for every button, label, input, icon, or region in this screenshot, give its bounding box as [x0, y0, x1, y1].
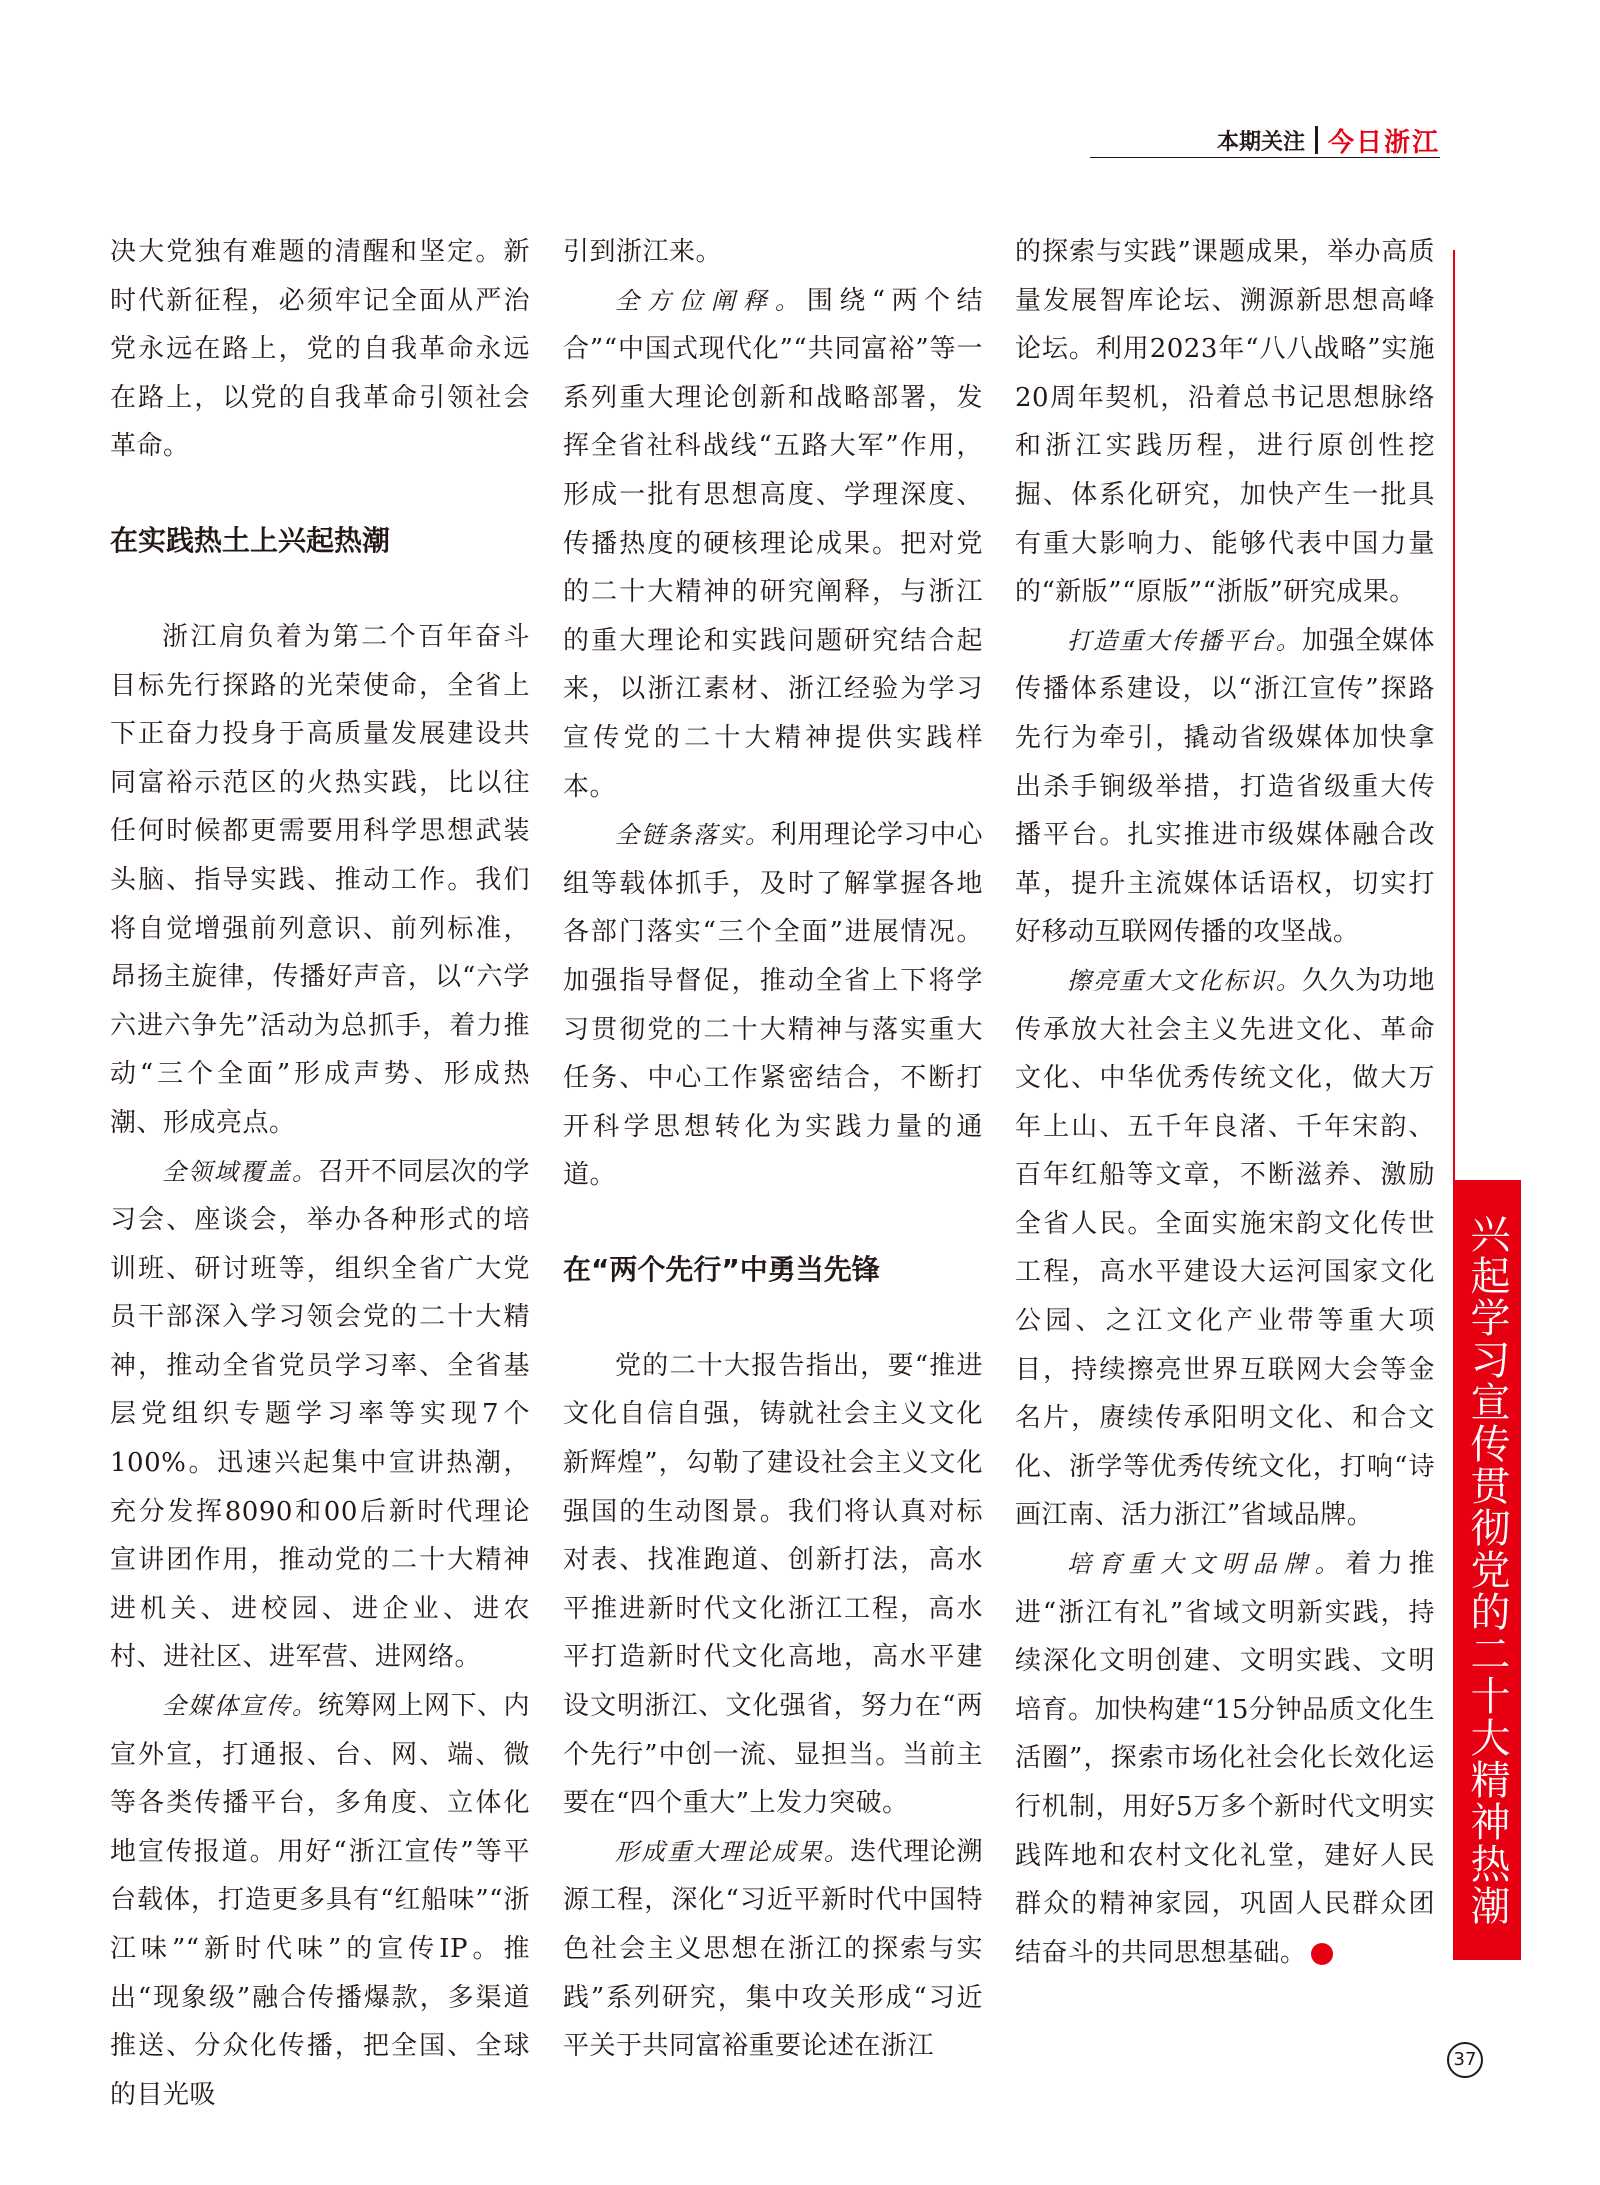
paragraph: 引到浙江来。 [563, 237, 723, 267]
side-banner [1453, 1180, 1521, 1960]
paragraph-body: 加强全媒体传播体系建设，以“浙江宣传”探路先行为牵引，撬动省级媒体加快拿出杀手锏级举措，打造省级重大传播平台。扎实推进市级媒体融合改革，提升主流媒体话语权，切实打好移动互联网传播的攻坚战。 [1015, 625, 1435, 948]
paragraph: 的探索与实践”课题成果，举办高质量发展智库论坛、溯源新思想高峰论坛。利用2023年“八八战略”实施20周年契机，沿着总书记思想脉络和浙江实践历程，进行原创性挖掘、体系化研究，加快产生一批具有重大影响力、能够代表中国力量的“新版”“原版”“浙版”研究成果。 [1015, 237, 1435, 608]
paragraph-lead: 全方位阐释。 [615, 286, 807, 315]
end-mark-icon: 今 [1311, 1943, 1333, 1965]
header-rule [1090, 157, 1440, 158]
brand-logo: 今日浙江 [1327, 127, 1440, 158]
header-divider [1315, 126, 1318, 154]
paragraph-lead: 培育重大文明品牌。 [1067, 1550, 1346, 1579]
paragraph [110, 1148, 530, 1683]
paragraph-body: 着力推进“浙江有礼”省域文明新实践，持续深化文明创建、文明实践、文明培育。加快构建“15分钟品质文化生活圈”，探索市场化社会化长效化运行机制，用好5万多个新时代文明实践阵地和农村文化礼堂，建好人民群众的精神家园，巩固人民群众团结奋斗的共同思想基础。 [1015, 1549, 1435, 1968]
paragraph: 浙江肩负着为第二个百年奋斗目标先行探路的光荣使命，全省上下正奋力投身于高质量发展建设共同富裕示范区的火热实践，比以往任何时候都更需要用科学思想武装头脑、指导实践、推动工作。我们将自觉增强前列意识、前列标准，昂扬主旋律，传播好声音，以“六学六进六争先”活动为总抓手，着力推动“三个全面”形成声势、形成热潮、形成亮点。 [110, 621, 530, 1138]
paragraph-body: 召开不同层次的学习会、座谈会，举办各种形式的培训班、研讨班等，组织全省广大党员干部深入学习领会党的二十大精神，推动全省党员学习率、全省基层党组织专题学习率等实现7个100%。迅速兴起集中宣讲热潮，充分发挥8090和00后新时代理论宣讲团作用，推动党的二十大精神进机关、进校园、进企业、进农村、进社区、进军营、进网络。 [110, 1156, 531, 1673]
paragraph-body: 统筹网上网下、内宣外宣，打通报、台、网、端、微等各类传播平台，多角度、立体化地宣传报道。用好“浙江宣传”等平台载体，打造更多具有“红船味”“浙江味”“新时代味”的宣传IP。推出“现象级”融合传播爆款，多渠道推送、分众化传播，把全国、全球的目光吸 [110, 1691, 531, 2110]
paragraph-body: 迭代理论溯源工程，深化“习近平新时代中国特色社会主义思想在浙江的探索与实践”系列研究，集中攻关形成“习近平关于共同富裕重要论述在浙江 [563, 1836, 983, 2062]
article-column-3 [1015, 228, 1435, 1977]
paragraph [1015, 617, 1435, 957]
article-column-1 [110, 228, 530, 2119]
page-header [1217, 120, 1440, 160]
paragraph-body: 利用理论学习中心组等载体抓手，及时了解掌握各地各部门落实“三个全面”进展情况。加强指导督促，推动全省上下将学习贯彻党的二十大精神与落实重大任务、中心工作紧密结合，不断打开科学思想转化为实践力量的通道。 [563, 820, 984, 1191]
paragraph-body: 围绕“两个结合”“中国式现代化”“共同富裕”等一系列重大理论创新和战略部署，发挥全省社科战线“五路大军”作用，形成一批有思想高度、学理深度、传播热度的硬核理论成果。把对党的二十大精神的研究阐释，与浙江的重大理论和实践问题研究结合起来，以浙江素材、浙江经验为学习宣传党的二十大精神提供实践样本。 [563, 285, 984, 802]
paragraph: 决大党独有难题的清醒和坚定。新时代新征程，必须牢记全面从严治党永远在路上，党的自我革命永远在路上，以党的自我革命引领社会革命。 [110, 237, 530, 462]
section-label: 本期关注 [1216, 129, 1305, 155]
paragraph [563, 1828, 983, 2071]
paragraph-lead: 形成重大理论成果。 [615, 1837, 851, 1866]
side-accent-line [1453, 250, 1455, 1180]
paragraph-lead: 全媒体宣传。 [162, 1692, 318, 1721]
paragraph [563, 811, 983, 1200]
paragraph-lead: 打造重大传播平台。 [1067, 626, 1303, 655]
paragraph-lead: 擦亮重大文化标识。 [1067, 966, 1303, 995]
paragraph: 党的二十大报告指出，要“推进文化自信自强，铸就社会主义文化新辉煌”，勾勒了建设社会主义文化强国的生动图景。我们将认真对标对表、找准跑道、创新打法，高水平推进新时代文化浙江工程，高水平打造新时代文化高地，高水平建设文明浙江、文化强省，努力在“两个先行”中创一流、显担当。当前主要在“四个重大”上发力突破。 [563, 1350, 983, 1819]
page-number: 37 [1447, 2042, 1483, 2078]
paragraph [110, 1682, 530, 2119]
banner-title: 兴起学习宣传贯彻党的二十大精神热潮 [1464, 1213, 1510, 1927]
paragraph-body: 久久为功地传承放大社会主义先进文化、革命文化、中华优秀传统文化，做大万年上山、五千年良渚、千年宋韵、百年红船等文章，不断滋养、激励全省人民。全面实施宋韵文化传世工程，高水平建设大运河国家文化公园、之江文化产业带等重大项目，持续擦亮世界互联网大会等金名片，赓续传承阳明文化、和合文化、浙学等优秀传统文化，打响“诗画江南、活力浙江”省域品牌。 [1015, 965, 1435, 1531]
paragraph-lead: 全领域覆盖。 [162, 1157, 318, 1186]
article-column-2 [563, 228, 983, 2071]
paragraph [563, 277, 983, 812]
paragraph [1015, 957, 1435, 1540]
paragraph-lead: 全链条落实。 [615, 821, 771, 850]
section-heading: 在“两个先行”中勇当先锋 [563, 1252, 880, 1286]
paragraph [1015, 1540, 1435, 1977]
section-heading: 在实践热土上兴起热潮 [110, 523, 391, 557]
